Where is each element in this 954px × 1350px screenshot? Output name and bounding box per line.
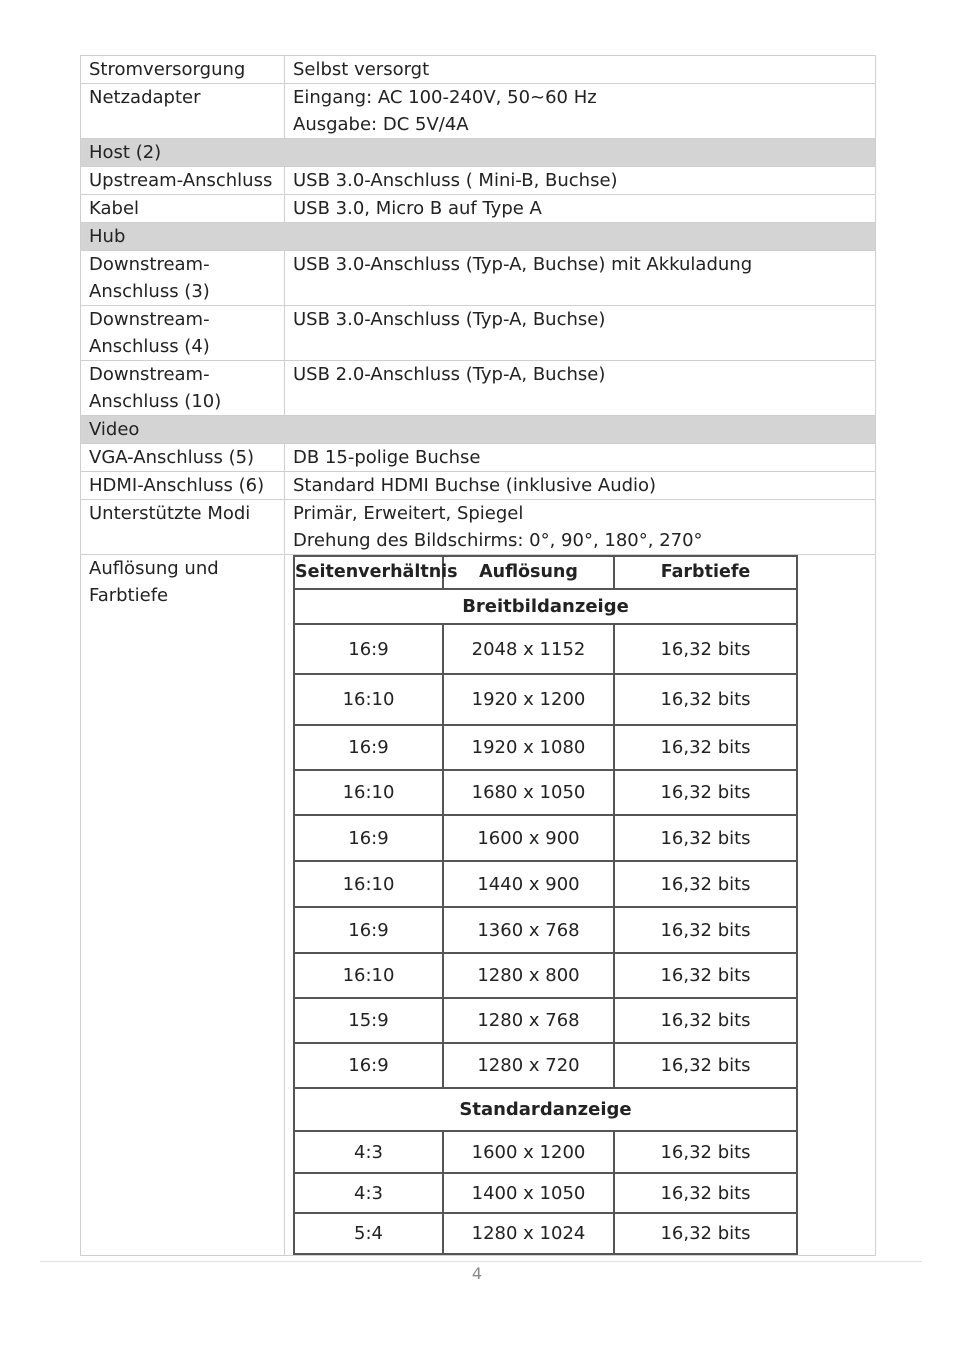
color-depth-cell: 16,32 bits bbox=[614, 624, 797, 674]
color-depth-cell: 16,32 bits bbox=[614, 861, 797, 907]
aspect-ratio-cell: 4:3 bbox=[294, 1131, 443, 1173]
table-row bbox=[294, 725, 797, 770]
spec-label: Unterstützte Modi bbox=[81, 500, 285, 555]
table-row bbox=[294, 907, 797, 953]
section-heading: Hub bbox=[81, 223, 876, 251]
spec-row bbox=[81, 500, 876, 555]
spec-value: Standard HDMI Buchse (inklusive Audio) bbox=[285, 472, 876, 500]
table-row bbox=[294, 1043, 797, 1088]
resolution-cell: 1920 x 1080 bbox=[443, 725, 614, 770]
aspect-ratio-cell: 16:10 bbox=[294, 861, 443, 907]
spec-row bbox=[81, 195, 876, 223]
color-depth-cell: 16,32 bits bbox=[614, 674, 797, 725]
spec-label-line: Auflösung und bbox=[89, 558, 219, 579]
spec-value: USB 3.0, Micro B auf Type A bbox=[285, 195, 876, 223]
spec-label bbox=[81, 361, 285, 416]
aspect-ratio-cell: 16:9 bbox=[294, 815, 443, 861]
spec-label: HDMI-Anschluss (6) bbox=[81, 472, 285, 500]
group-title: Breitbildanzeige bbox=[294, 589, 797, 624]
spec-label-line: Downstream- bbox=[89, 254, 210, 275]
color-depth-cell: 16,32 bits bbox=[614, 770, 797, 815]
aspect-ratio-cell: 16:9 bbox=[294, 907, 443, 953]
spec-value: USB 3.0-Anschluss (Typ-A, Buchse) mit Akkuladung bbox=[285, 251, 876, 306]
spec-row bbox=[81, 167, 876, 195]
spec-value bbox=[285, 500, 876, 555]
table-row bbox=[294, 861, 797, 907]
color-depth-cell: 16,32 bits bbox=[614, 1213, 797, 1254]
aspect-ratio-cell: 5:4 bbox=[294, 1213, 443, 1254]
aspect-ratio-cell: 4:3 bbox=[294, 1173, 443, 1213]
table-row bbox=[294, 1173, 797, 1213]
section-heading: Video bbox=[81, 416, 876, 444]
group-title-row bbox=[294, 1088, 797, 1131]
section-row bbox=[81, 416, 876, 444]
spec-label-line: Downstream- bbox=[89, 364, 210, 385]
table-row bbox=[294, 770, 797, 815]
color-depth-cell: 16,32 bits bbox=[614, 1173, 797, 1213]
spec-label-line: Downstream- bbox=[89, 309, 210, 330]
resolution-cell: 1280 x 1024 bbox=[443, 1213, 614, 1254]
spec-label: Kabel bbox=[81, 195, 285, 223]
spec-row bbox=[81, 472, 876, 500]
color-depth-cell: 16,32 bits bbox=[614, 1131, 797, 1173]
aspect-ratio-cell: 16:9 bbox=[294, 624, 443, 674]
table-row bbox=[294, 674, 797, 725]
spec-label: Stromversorgung bbox=[81, 56, 285, 84]
aspect-ratio-cell: 16:10 bbox=[294, 674, 443, 725]
spec-label-line: Anschluss (10) bbox=[89, 391, 222, 412]
resolution-cell: 1680 x 1050 bbox=[443, 770, 614, 815]
spec-label-line: Anschluss (4) bbox=[89, 336, 210, 357]
spec-value-line: Eingang: AC 100-240V, 50~60 Hz bbox=[293, 87, 597, 108]
spec-row bbox=[81, 84, 876, 139]
resolution-cell: 1600 x 1200 bbox=[443, 1131, 614, 1173]
spec-row bbox=[81, 306, 876, 361]
column-header: Auflösung bbox=[443, 556, 614, 589]
table-row bbox=[294, 998, 797, 1043]
color-depth-cell: 16,32 bits bbox=[614, 907, 797, 953]
footer-divider bbox=[40, 1261, 922, 1262]
spec-label bbox=[81, 306, 285, 361]
resolution-cell: 2048 x 1152 bbox=[443, 624, 614, 674]
spec-row bbox=[81, 444, 876, 472]
table-row bbox=[294, 1131, 797, 1173]
section-row bbox=[81, 223, 876, 251]
spec-value-line: Ausgabe: DC 5V/4A bbox=[293, 114, 469, 135]
table-row bbox=[294, 953, 797, 998]
column-header: Seitenverhältnis bbox=[294, 556, 443, 589]
section-heading: Host (2) bbox=[81, 139, 876, 167]
resolution-cell: 1360 x 768 bbox=[443, 907, 614, 953]
spec-label: Netzadapter bbox=[81, 84, 285, 139]
spec-label bbox=[81, 555, 285, 1256]
resolution-table bbox=[293, 555, 798, 1255]
resolution-cell: 1920 x 1200 bbox=[443, 674, 614, 725]
spec-label: VGA-Anschluss (5) bbox=[81, 444, 285, 472]
spec-label-line: Farbtiefe bbox=[89, 585, 169, 606]
group-title: Standardanzeige bbox=[294, 1088, 797, 1131]
spec-value bbox=[285, 555, 876, 1256]
color-depth-cell: 16,32 bits bbox=[614, 1043, 797, 1088]
resolution-cell: 1400 x 1050 bbox=[443, 1173, 614, 1213]
spec-value: Selbst versorgt bbox=[285, 56, 876, 84]
color-depth-cell: 16,32 bits bbox=[614, 953, 797, 998]
aspect-ratio-cell: 16:9 bbox=[294, 725, 443, 770]
column-header: Farbtiefe bbox=[614, 556, 797, 589]
spec-value: USB 3.0-Anschluss ( Mini-B, Buchse) bbox=[285, 167, 876, 195]
spec-value bbox=[285, 84, 876, 139]
spec-label: Upstream-Anschluss bbox=[81, 167, 285, 195]
table-row bbox=[294, 815, 797, 861]
spec-value-line: Drehung des Bildschirms: 0°, 90°, 180°, 270° bbox=[293, 530, 703, 551]
resolution-cell: 1280 x 768 bbox=[443, 998, 614, 1043]
spec-label bbox=[81, 251, 285, 306]
table-row bbox=[294, 1213, 797, 1254]
aspect-ratio-cell: 15:9 bbox=[294, 998, 443, 1043]
resolution-cell: 1280 x 800 bbox=[443, 953, 614, 998]
resolution-body bbox=[294, 589, 797, 1254]
aspect-ratio-cell: 16:10 bbox=[294, 770, 443, 815]
section-row bbox=[81, 139, 876, 167]
spec-table bbox=[80, 55, 876, 1256]
color-depth-cell: 16,32 bits bbox=[614, 815, 797, 861]
group-title-row bbox=[294, 589, 797, 624]
spec-value: USB 2.0-Anschluss (Typ-A, Buchse) bbox=[285, 361, 876, 416]
spec-label-line: Anschluss (3) bbox=[89, 281, 210, 302]
spec-value: DB 15-polige Buchse bbox=[285, 444, 876, 472]
color-depth-cell: 16,32 bits bbox=[614, 998, 797, 1043]
resolution-header-row bbox=[294, 556, 797, 589]
table-row bbox=[294, 624, 797, 674]
spec-row-resolution bbox=[81, 555, 876, 1256]
spec-row bbox=[81, 56, 876, 84]
resolution-cell: 1440 x 900 bbox=[443, 861, 614, 907]
aspect-ratio-cell: 16:9 bbox=[294, 1043, 443, 1088]
spec-value-line: Primär, Erweitert, Spiegel bbox=[293, 503, 524, 524]
spec-row bbox=[81, 251, 876, 306]
spec-row bbox=[81, 361, 876, 416]
resolution-cell: 1600 x 900 bbox=[443, 815, 614, 861]
spec-value: USB 3.0-Anschluss (Typ-A, Buchse) bbox=[285, 306, 876, 361]
aspect-ratio-cell: 16:10 bbox=[294, 953, 443, 998]
page-number: 4 bbox=[471, 1264, 483, 1283]
resolution-cell: 1280 x 720 bbox=[443, 1043, 614, 1088]
color-depth-cell: 16,32 bits bbox=[614, 725, 797, 770]
